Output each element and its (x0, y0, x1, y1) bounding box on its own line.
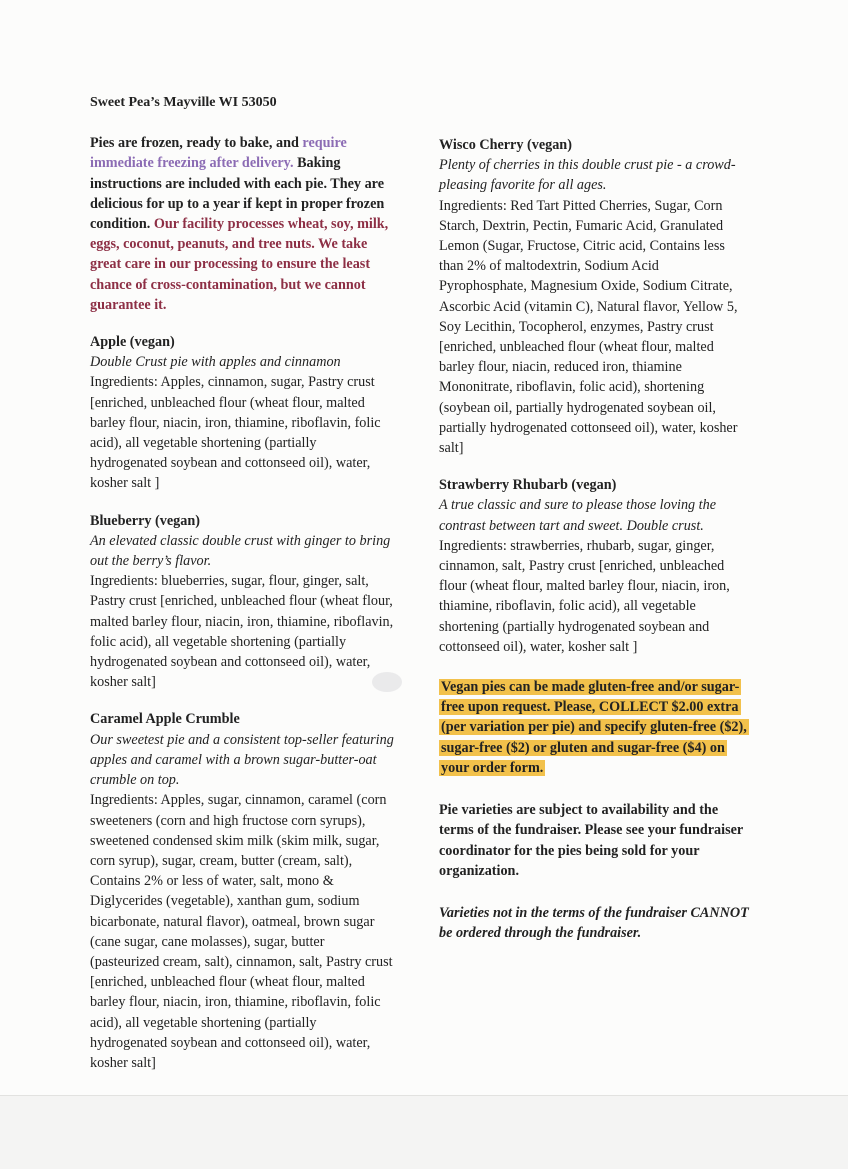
allergen-warning: Our facility processes wheat, soy, milk, eggs, coconut, peanuts, and tree nuts. We take great care in our processing to ensure the least chance of cross-contamination, but we cannot guarantee it. (90, 216, 389, 313)
store-header: Sweet Pea’s Mayville WI 53050 (90, 95, 277, 110)
pie-description: Double Crust pie with apples and cinnamon (90, 354, 341, 371)
intro-text-1: Pies are frozen, ready to bake, and (90, 135, 303, 152)
pie-description: Plenty of cherries in this double crust pie - a crowd-pleasing favorite for all ages. (439, 157, 736, 194)
pie-ingredients: Ingredients: Red Tart Pitted Cherries, Sugar, Corn Starch, Dextrin, Pectin, Fumaric Acid, Granulated Lemon (Sugar, Fructose, Citric acid, Contains less than 2% of maltodextrin, Sodium Acid Pyrophosphate, Magnesium Oxide, Sodium Citrate, Ascorbic Acid (vitamin C), Natural flavor, Yellow 5, Soy Lecithin, Tocopherol, enzymes, Pastry crust [enriched, unbleached flour (wheat flour, malted barley flour, niacin, reduced iron, thiamine Mononitrate, riboflavin, folic acid), shortening (soybean oil, partially hydrogenated soybean oil, partially hydrogenated cottonseed oil), water, kosher salt] (439, 197, 738, 457)
availability-note: Pie varieties are subject to availability and the terms of the fundraiser. Please see your fundraiser coordinator for the pies being sold for your organization. (439, 802, 743, 879)
pie-blueberry (90, 511, 395, 693)
vegan-options-note (439, 677, 749, 778)
pie-caramel-apple-crumble (90, 709, 395, 1073)
right-column (439, 135, 749, 943)
pie-ingredients: Ingredients: Apples, cinnamon, sugar, Pastry crust [enriched, unbleached flour (wheat flour, malted barley flour, niacin, iron, thiamine, riboflavin, folic acid), all vegetable shortening (partially hydrogenated soybean and cottonseed oil), water, kosher salt ] (90, 374, 381, 492)
pie-name: Apple (vegan) (90, 334, 175, 351)
pie-name: Blueberry (vegan) (90, 512, 200, 529)
pie-ingredients: Ingredients: Apples, sugar, cinnamon, caramel (corn sweeteners (corn and high fructose corn syrups), sweetened condensed skim milk (skim milk, sugar, corn syrup), sugar, cream, butter (cream, salt), Contains 2% or less of water, salt, mono & Diglycerides (vegetable), xanthan gum, sodium bicarbonate, natural flavor), oatmeal, brown sugar (cane sugar, cane molasses), sugar, butter (pasteurized cream, salt), cinnamon, salt, Pastry crust [enriched, unbleached flour (wheat flour, malted barley flour, niacin, iron, thiamine, riboflavin, folic acid), all vegetable shortening (partially hydrogenated soybean and cottonseed oil), water, kosher salt] (90, 792, 393, 1071)
pie-strawberry-rhubarb (439, 475, 749, 657)
pie-description: An elevated classic double crust with ginger to bring out the berry’s flavor. (90, 532, 391, 570)
freezing-warning: require immediate freezing after delivery. (90, 135, 347, 172)
intro-notice (90, 133, 395, 315)
intro-text-2: Baking instructions are included with each pie. They are delicious for up to a year if kept in proper frozen condition. (90, 155, 385, 233)
varieties-note: Varieties not in the terms of the fundraiser CANNOT be ordered through the fundraiser. (439, 904, 749, 942)
pie-ingredients: Ingredients: strawberries, rhubarb, sugar, ginger, cinnamon, salt, Pastry crust [enriched, unbleached flour (wheat flour, malted barley flour, niacin, iron, thiamine, riboflavin, folic acid), all vegetable shortening (partially hydrogenated soybean and cottonseed oil), water, kosher salt ] (439, 537, 730, 655)
pie-description: Our sweetest pie and a consistent top-seller featuring apples and caramel with a brown sugar-butter-oat crumble on top. (90, 731, 394, 789)
pie-name: Strawberry Rhubarb (vegan) (439, 477, 617, 494)
pie-wisco-cherry (439, 135, 749, 458)
pie-apple (90, 332, 395, 494)
highlighted-text: Vegan pies can be made gluten-free and/or sugar-free upon request. Please, COLLECT $2.00 extra (per variation per pie) and specify gluten-free ($2), sugar-free ($2) or gluten and sugar-free ($4) on your order form. (441, 679, 747, 776)
scan-bottom-edge (0, 1095, 848, 1169)
left-column (90, 93, 395, 1090)
pie-name: Wisco Cherry (vegan) (439, 137, 572, 153)
pie-name: Caramel Apple Crumble (90, 711, 240, 728)
pie-description: A true classic and sure to please those loving the contrast between tart and sweet. Double crust. (439, 497, 717, 534)
pie-ingredients: Ingredients: blueberries, sugar, flour, ginger, salt, Pastry crust [enriched, unbleached flour (wheat flour, malted barley flour, niacin, iron, thiamine, riboflavin, folic acid), all vegetable shortening (partially hydrogenated soybean and cottonseed oil), water, kosher salt] (90, 573, 394, 691)
